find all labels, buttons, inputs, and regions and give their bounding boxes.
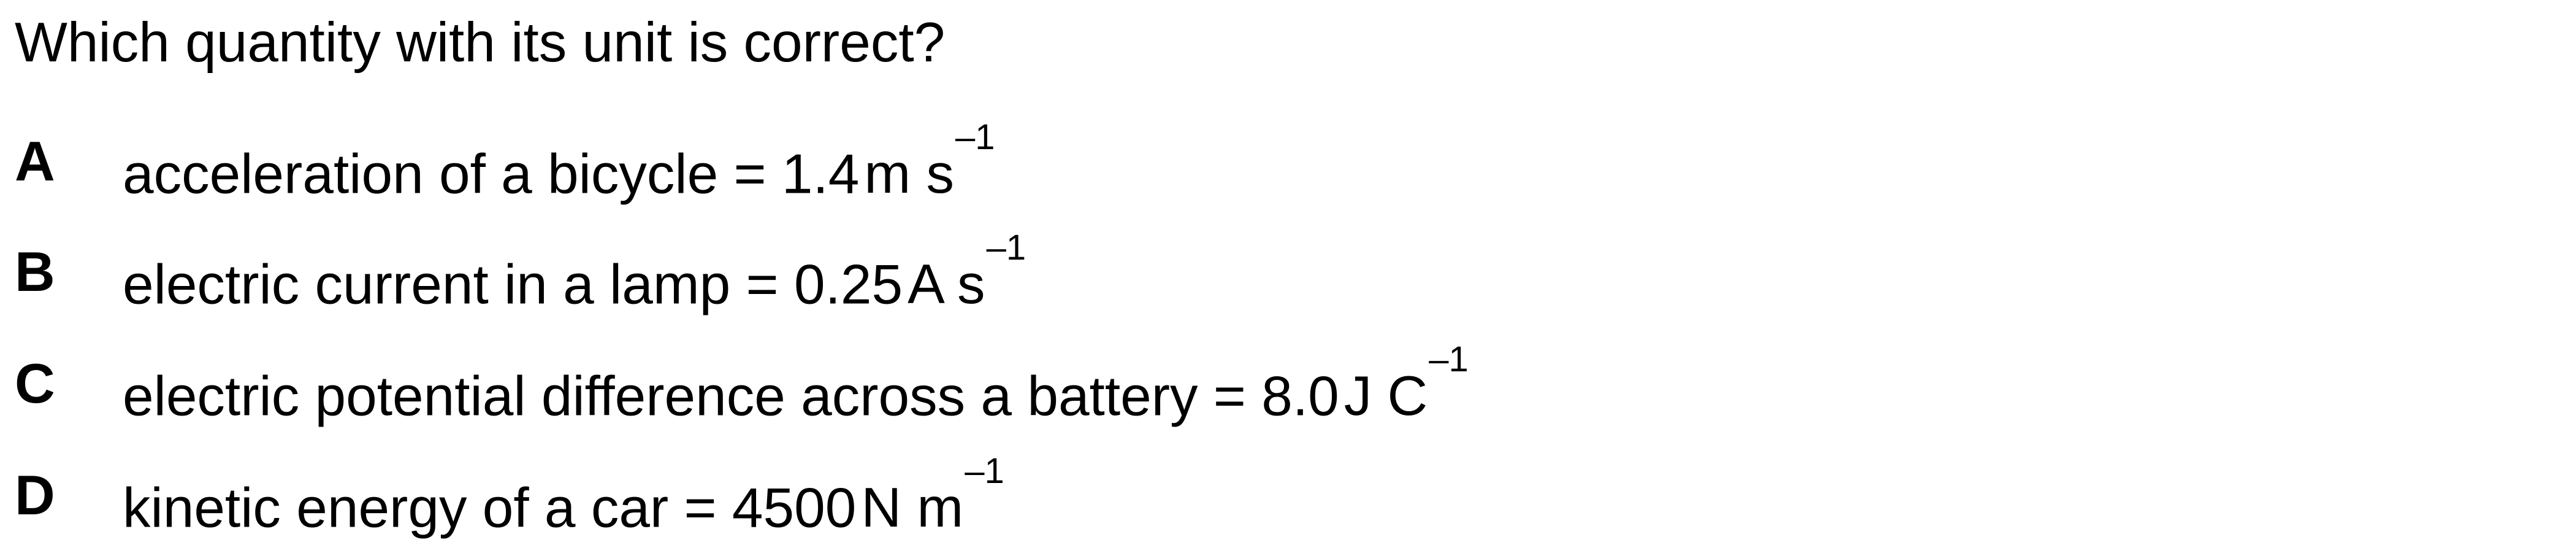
option-letter: D <box>15 465 55 527</box>
unit-exponent: –1 <box>965 451 1004 491</box>
option-unit: A s <box>908 253 985 316</box>
option-text <box>123 228 1026 322</box>
option-letter: C <box>15 353 55 415</box>
unit-exponent: –1 <box>1429 339 1469 379</box>
option-letter: A <box>15 131 55 193</box>
option-unit: J C <box>1343 365 1428 428</box>
option-unit: m s <box>864 143 954 206</box>
option-statement: electric potential difference across a battery = 8.0 <box>123 365 1339 428</box>
option-text <box>123 451 1004 545</box>
option-statement: kinetic energy of a car = 4500 <box>123 477 857 539</box>
option-text <box>123 339 1469 433</box>
option-text <box>123 117 995 211</box>
unit-exponent: –1 <box>986 228 1026 268</box>
question-text: Which quantity with its unit is correct? <box>15 12 946 74</box>
option-unit: N m <box>861 477 964 539</box>
option-statement: electric current in a lamp = 0.25 <box>123 253 903 316</box>
option-statement: acceleration of a bicycle = 1.4 <box>123 143 860 206</box>
unit-exponent: –1 <box>955 117 995 157</box>
option-letter: B <box>15 241 55 303</box>
